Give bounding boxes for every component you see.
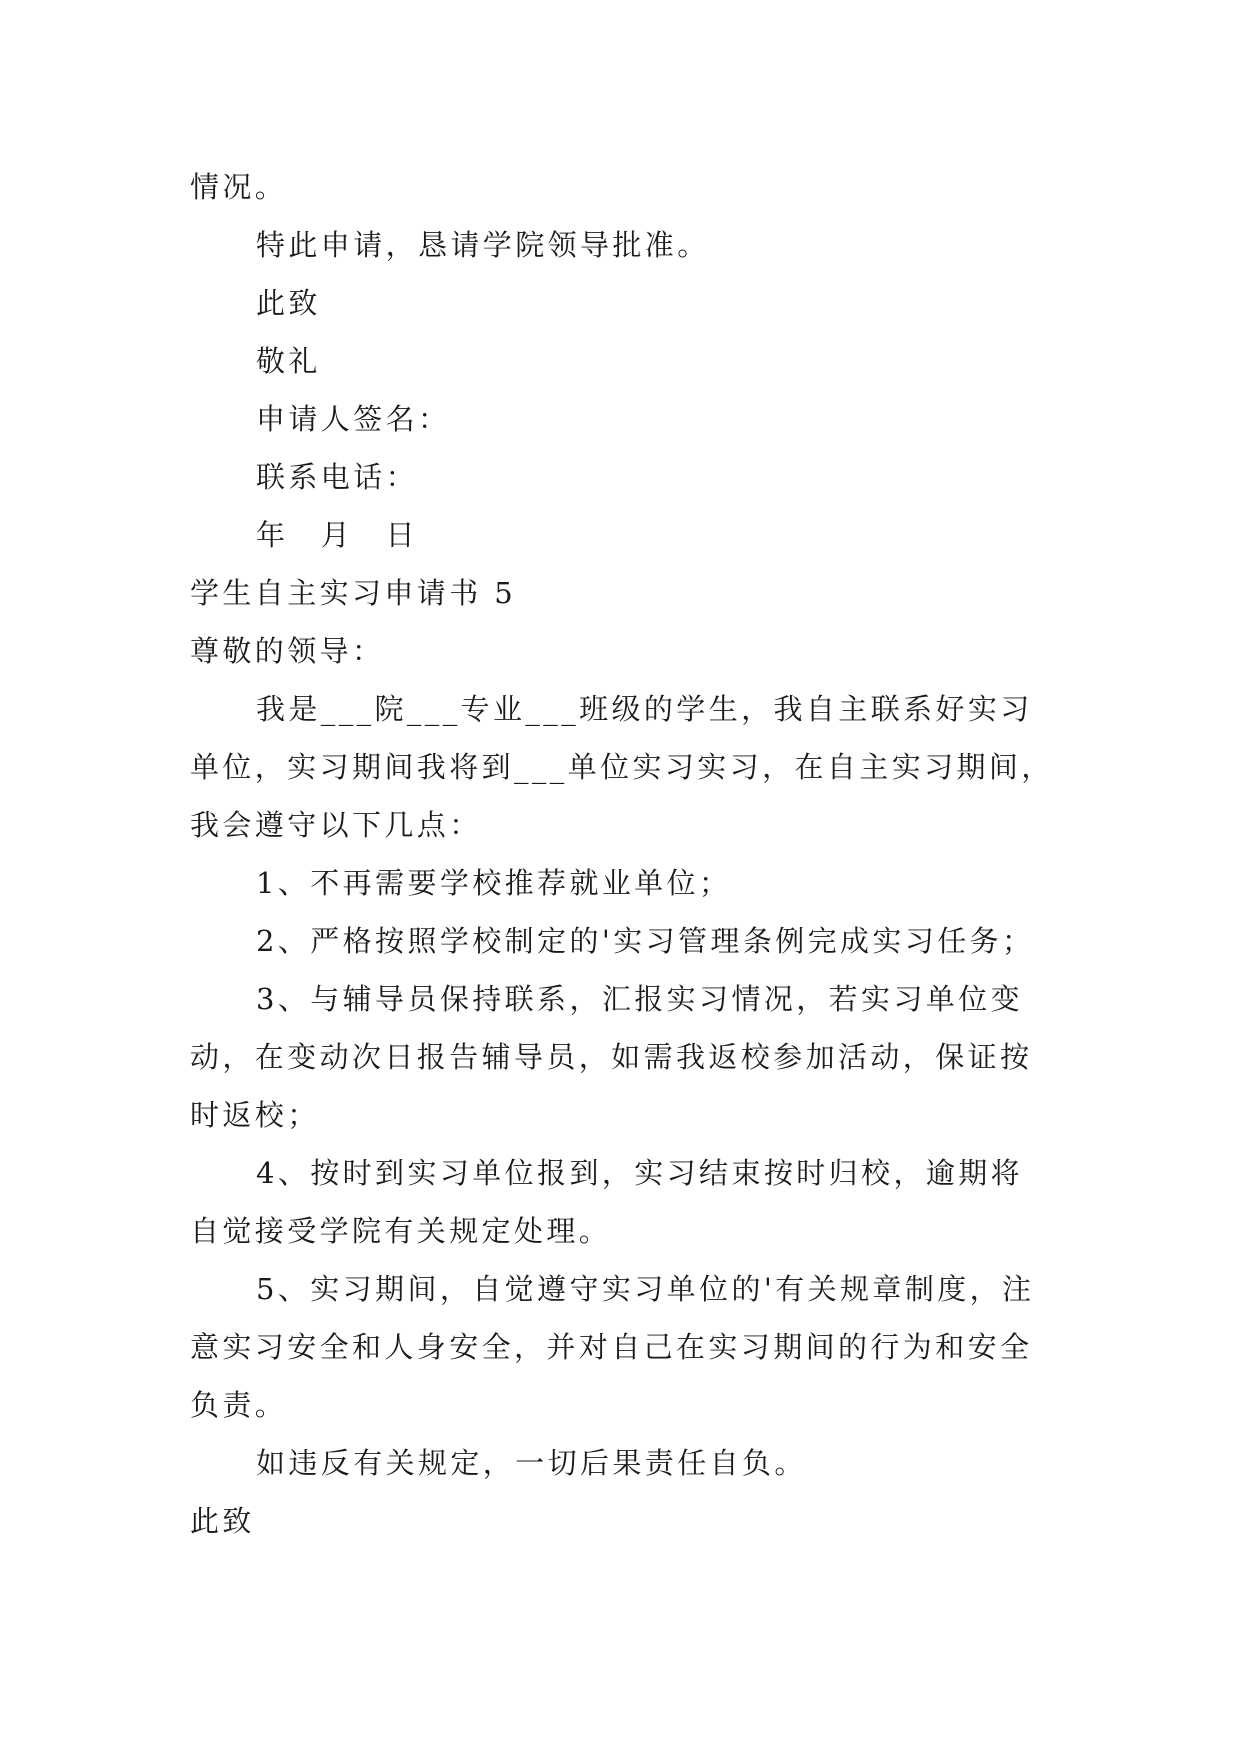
text-line: 此致 [256,286,321,320]
text-line: 联系电话： [256,460,419,494]
text-line: 我会遵守以下几点： [190,808,482,842]
text-line: 单位，实习期间我将到___单位实习实习，在自主实习期间， [190,750,1054,784]
text-line: 5、实习期间，自觉遵守实习单位的'有关规章制度，注 [256,1272,1035,1306]
text-line: 时返校； [190,1098,320,1132]
text-line: 此致 [190,1504,255,1538]
text-line: 4、按时到实习单位报到，实习结束按时归校，逾期将 [256,1156,1024,1190]
text-line: 特此申请，恳请学院领导批准。 [256,228,710,262]
salutation: 尊敬的领导： [190,634,385,668]
text-line: 3、与辅导员保持联系，汇报实习情况，若实习单位变 [256,982,1024,1016]
text-line: 我是___院___专业___班级的学生，我自主联系好实习 [256,692,1033,726]
text-line: 动，在变动次日报告辅导员，如需我返校参加活动，保证按 [190,1040,1033,1074]
text-line: 负责。 [190,1388,288,1422]
text-line: 敬礼 [256,344,321,378]
text-line: 年 月 日 [256,518,419,552]
section-heading: 学生自主实习申请书 5 [190,576,517,610]
text-line: 申请人签名： [256,402,451,436]
text-line: 2、严格按照学校制定的'实习管理条例完成实习任务； [256,924,1035,958]
text-line: 自觉接受学院有关规定处理。 [190,1214,612,1248]
text-line: 如违反有关规定，一切后果责任自负。 [256,1446,807,1480]
text-line: 意实习安全和人身安全，并对自己在实习期间的行为和安全 [190,1330,1033,1364]
text-line: 1、不再需要学校推荐就业单位； [256,866,732,900]
text-line: 情况。 [190,170,288,204]
